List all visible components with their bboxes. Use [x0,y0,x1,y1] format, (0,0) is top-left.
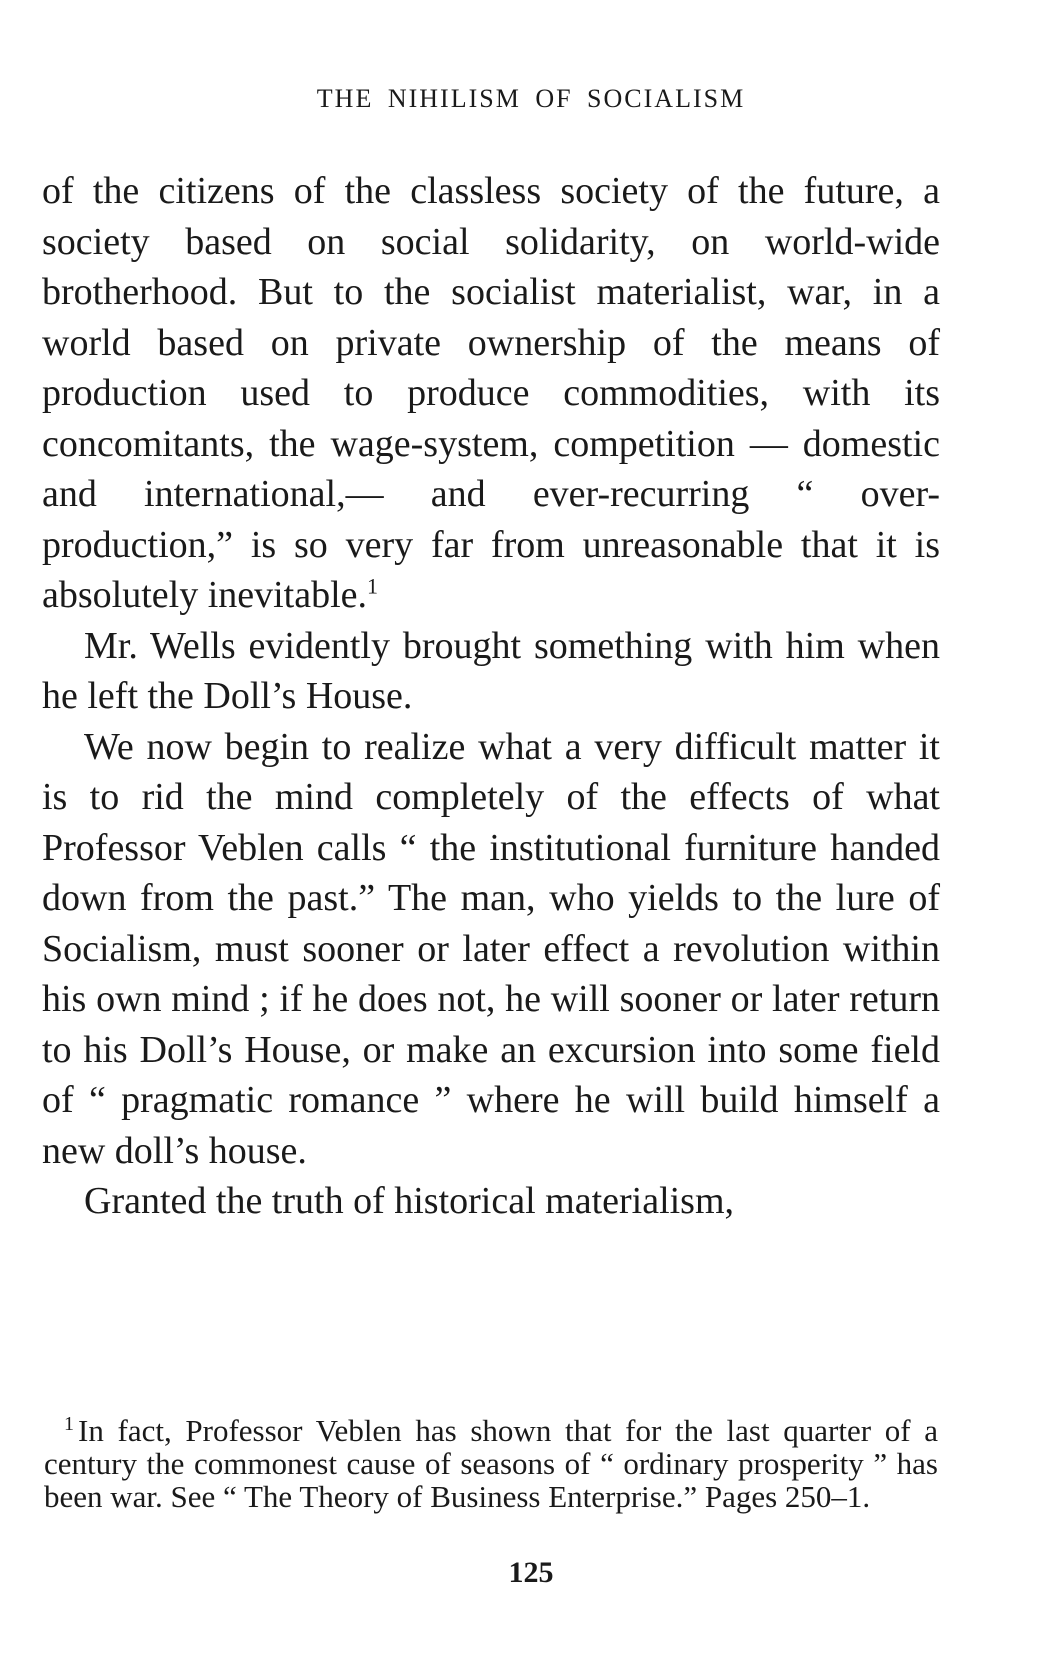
paragraph: Granted the truth of historical materialism, [84,1180,735,1222]
body-text [42,166,940,1227]
page-number: 125 [508,1556,554,1589]
footnote [44,1414,938,1513]
paragraph-text: of the citizens of the classless society of the future, a society based on social solidarity, on world-wide brotherhood. But to the socialist materialist, war, in a world based on private ownership of the means of production used to produce commodities, with its concomitants, the wage-system, competition — domestic and international,— and ever-recurring “ over-production,” is so very far from unreasonable that it is absolutely inevitable. [42,170,940,616]
paragraph: Mr. Wells evidently brought something with him when he left the Doll’s House. [42,624,940,717]
running-head: THE NIHILISM OF SOCIALISM [316,84,746,113]
paragraph: We now begin to realize what a very difficult matter it is to rid the mind completely of the effects of what Professor Veblen calls “ the institutional furniture handed down from the past.” The man, who yields to the lure of Socialism, must sooner or later effect a revolution within his own mind ; if he does not, he will sooner or later return to his Doll’s House, or make an excursion into some field of “ pragmatic romance ” where he will build himself a new doll’s house. [42,725,940,1172]
footnote-mark: 1 [64,1412,74,1435]
paragraph-continued [42,166,940,621]
footnote-reference: 1 [367,573,379,599]
footnote-text: In fact, Professor Veblen has shown that for the last quarter of a century the commonest cause of seasons of “ ordinary prosperity ” has been war. See “ The Theory of Business Enterprise.” Pages 250–1. [44,1413,938,1514]
